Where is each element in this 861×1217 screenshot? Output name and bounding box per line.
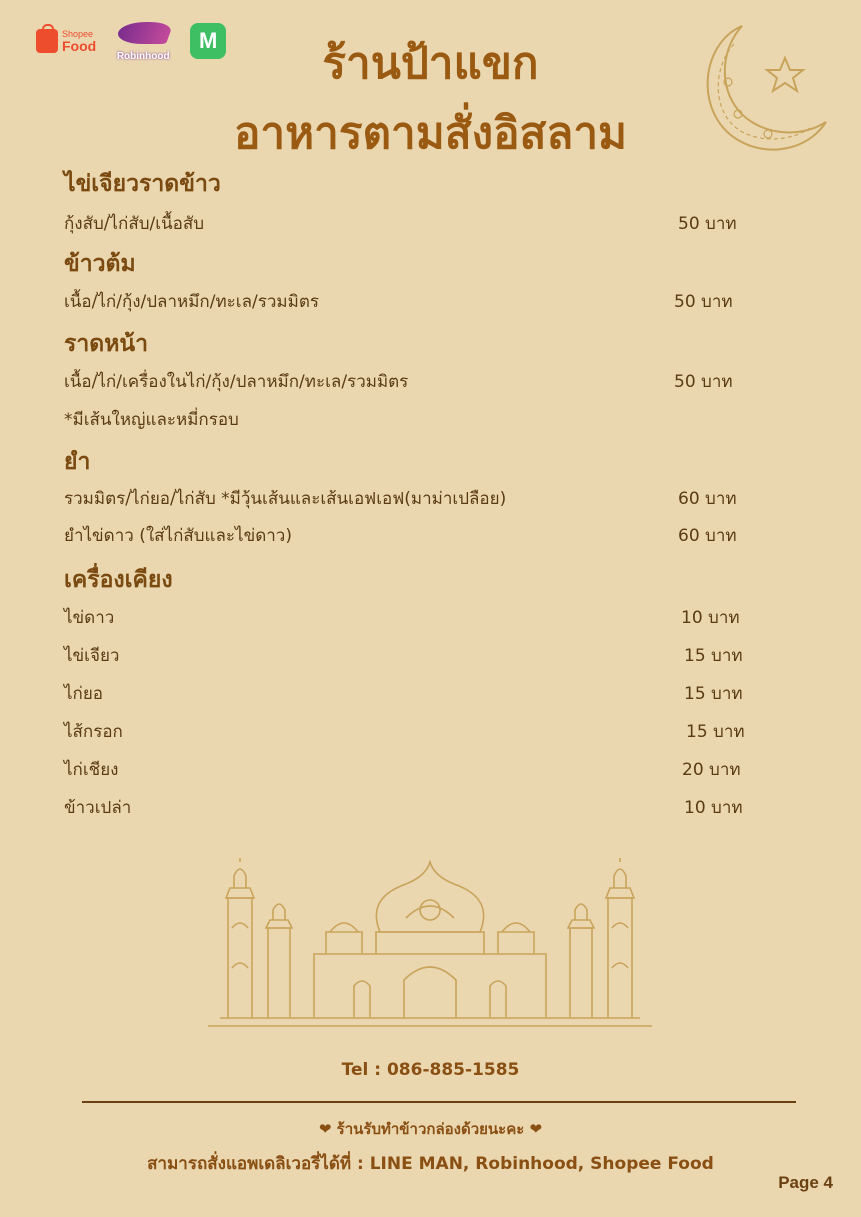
menu-item-name: รวมมิตร/ไก่ยอ/ไก่สับ *มีวุ้นเส้นและเส้นเอฟเอฟ(มาม่าเปลือย)	[64, 489, 507, 509]
divider	[82, 1101, 796, 1103]
section-title: ราดหน้า	[64, 331, 149, 357]
section-title: ข้าวต้ม	[64, 251, 136, 277]
menu-item-name: ไก่ยอ	[64, 684, 104, 704]
menu-item-name: ยำไข่ดาว (ใส่ไก่สับและไข่ดาว)	[64, 526, 292, 546]
crescent-star-icon	[698, 22, 830, 158]
menu-item-price: 15 บาท	[684, 684, 743, 704]
shopee-logo-text-top: Shopee	[62, 28, 94, 39]
page-number: Page 4	[778, 1173, 833, 1192]
menu-item-price: 20 บาท	[682, 760, 741, 780]
lineman-logo: M	[190, 23, 226, 59]
menu-item-name: ไข่เจียว	[64, 646, 120, 666]
section-title: ไข่เจียวราดข้าว	[64, 171, 221, 197]
menu-item-price: 15 บาท	[684, 646, 743, 666]
menu-item-note: *มีเส้นใหญ่และหมี่กรอบ	[64, 410, 239, 430]
section-title: ยำ	[64, 449, 91, 475]
section-title: เครื่องเคียง	[64, 567, 173, 593]
menu-item-price: 60 บาท	[678, 526, 737, 546]
mosque-illustration-icon	[206, 858, 654, 1030]
lunchbox-note: ❤ ร้านรับทำข้าวกล่องด้วยนะคะ ❤	[318, 1120, 543, 1138]
menu-item-name: เนื้อ/ไก่/กุ้ง/ปลาหมึก/ทะเล/รวมมิตร	[64, 292, 319, 312]
menu-item-name: กุ้งสับ/ไก่สับ/เนื้อสับ	[64, 214, 205, 234]
menu-item-name: ไส้กรอก	[64, 722, 123, 742]
shop-subtitle: อาหารตามสั่งอิสลาม	[233, 108, 628, 159]
menu-item-name: ข้าวเปล่า	[64, 798, 132, 818]
menu-item-price: 15 บาท	[686, 722, 745, 742]
menu-item-name: ไข่ดาว	[64, 608, 115, 628]
menu-item-name: ไก่เชียง	[64, 760, 119, 780]
menu-item-name: เนื้อ/ไก่/เครื่องในไก่/กุ้ง/ปลาหมึก/ทะเล/รวมมิตร	[64, 372, 409, 392]
delivery-apps-text: สามารถสั่งแอพเดลิเวอรี่ได้ที่ : LINE MAN, Robinhood, Shopee Food	[147, 1154, 714, 1174]
menu-item-price: 10 บาท	[681, 608, 740, 628]
menu-item-price: 50 บาท	[678, 214, 737, 234]
shopee-logo-text-bottom: Food	[62, 37, 97, 54]
menu-item-price: 10 บาท	[684, 798, 743, 818]
shop-name: ร้านป้าแขก	[322, 38, 539, 89]
menu-item-price: 60 บาท	[678, 489, 737, 509]
menu-item-price: 50 บาท	[674, 292, 733, 312]
phone-number: Tel : 086-885-1585	[341, 1060, 520, 1080]
robinhood-logo-text: Robinhood	[116, 51, 170, 62]
menu-item-price: 50 บาท	[674, 372, 733, 392]
